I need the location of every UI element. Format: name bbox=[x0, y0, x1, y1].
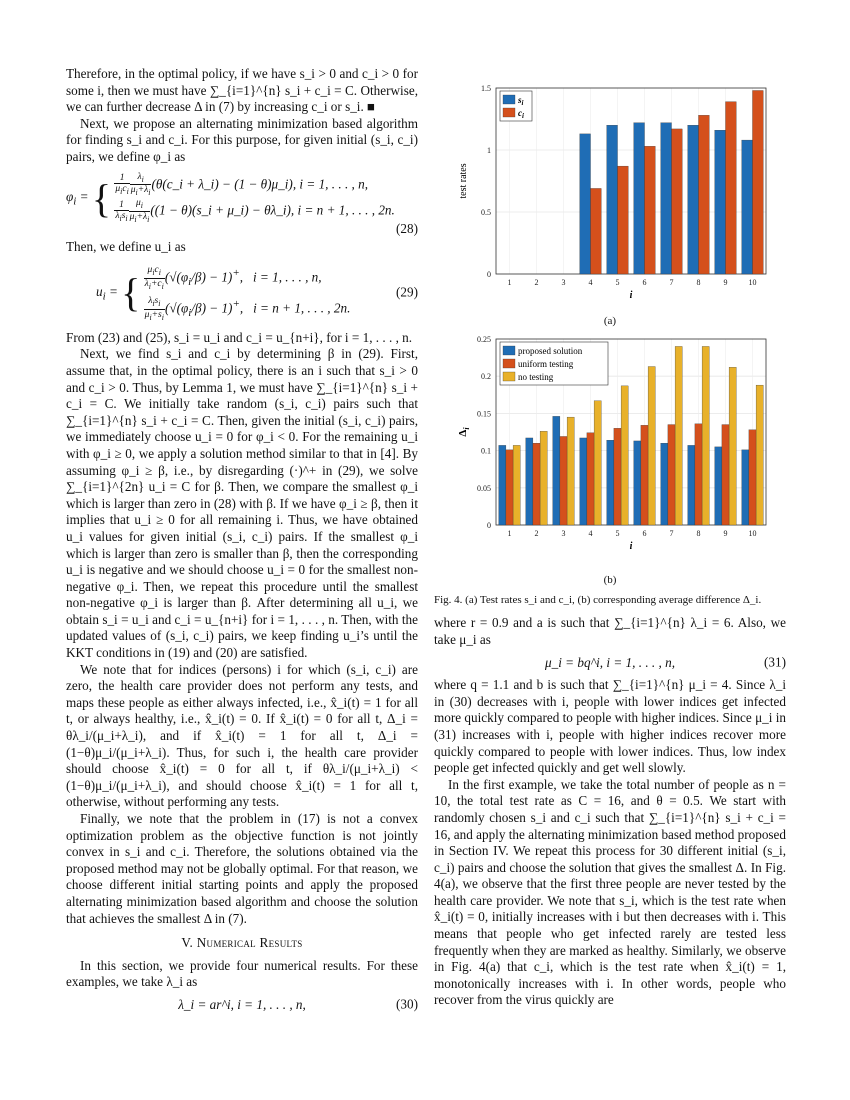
x-tick-label: 5 bbox=[615, 529, 620, 539]
bar bbox=[607, 440, 614, 525]
bar bbox=[533, 443, 540, 525]
bar bbox=[618, 166, 629, 274]
x-tick-label: 1 bbox=[507, 529, 512, 539]
paragraph: In the first example, we take the total number of people as n = 10, the total test rate as C = 16, and θ = 0.5. We start with randomly chosen s_i and c_i such that ∑_{i=1}^{n} s_i + c_i = 16, and apply the alternating minimization based method proposed in Section IV. We repeat this process for 30 different initial (s_i, c_i) pairs and choose the solution that gives the smallest Δ. In Fig. 4(a), we observe that the first three people are never tested by the health care provider. We note that s_i, which is the test rate when x̂_i(t) = 0, initially increases with i but then decreases with i. This means that people who get infected rarely are tested less frequently when they are marked as healthy. Similarly, we observe in Fig. 4(a) that c_i, which is the test rate when x̂_i(t) = 1, monotonically increases with i. In other words, people who recover from the virus quickly are bbox=[434, 776, 786, 1008]
eq29-case2: i = n + 1, . . . , 2n. bbox=[253, 300, 351, 316]
bar bbox=[702, 347, 709, 526]
paragraph: Next, we propose an alternating minimization based algorithm for finding s_i and c_i. For this purpose, for given initial (s_i, c_i) pairs, we define φ_i as bbox=[66, 115, 418, 164]
bar bbox=[699, 115, 710, 274]
y-tick-label: 1 bbox=[487, 146, 491, 155]
y-tick-label: 0.1 bbox=[481, 446, 491, 456]
eq30-body: λ_i = ar^i, i = 1, . . . , n, bbox=[178, 996, 306, 1012]
y-axis-label: $\Delta_i$ bbox=[457, 427, 471, 437]
eq28-case2: ((1 − θ)(s_i + μ_i) − θλ_i), i = n + 1, . . . , 2n. bbox=[150, 202, 395, 218]
bar bbox=[749, 430, 756, 525]
equation-31 bbox=[434, 655, 786, 672]
legend-label: $s_i$ bbox=[518, 95, 524, 107]
x-tick-label: 8 bbox=[696, 529, 701, 539]
bar bbox=[513, 446, 520, 526]
x-tick-label: 1 bbox=[507, 278, 512, 287]
y-tick-label: 0 bbox=[487, 521, 491, 531]
legend-label: uniform testing bbox=[518, 359, 574, 370]
equation-29: $u_i$ = { $\frac{\mu_ic_i}{\lambda_i+c_i}$ $(√(\varphi_i/\beta) - 1)^+$, i = 1, . . . , n, $\frac{\lambda_is_i}{\mu_i+s_i}$ $(√(\varphi_i/\beta) - 1)^+$, i = n + 1, . . . , 2n. (29) bbox=[96, 264, 418, 322]
y-tick-label: 0.15 bbox=[477, 409, 491, 419]
bar bbox=[499, 446, 506, 526]
eq29-case1: i = 1, . . . , n, bbox=[252, 269, 322, 285]
right-column bbox=[434, 66, 786, 1009]
legend-label: $c_i$ bbox=[518, 108, 524, 120]
paragraph: where q = 1.1 and b is such that ∑_{i=1}^{n} μ_i = 4. Since λ_i in (30) decreases with i, people with lower indices get infected more quickly compared to people with higher indices. Since μ_i in (31) increases with i, people with higher indices recover more quickly compared to people with lower indices. Thus, low index people get infected quickly and get well slowly. bbox=[434, 677, 786, 776]
y-tick-label: 1.5 bbox=[481, 84, 491, 93]
bar bbox=[607, 125, 618, 274]
equation-number: (29) bbox=[396, 284, 418, 300]
bar bbox=[594, 401, 601, 525]
legend-swatch bbox=[503, 346, 515, 355]
equation-number: (31) bbox=[764, 654, 786, 670]
equation-28: $\varphi_i$ = { $\frac{1}{\mu_ic_i}$ $\frac{\lambda_i}{\mu_i+\lambda_i}$ (θ(c_i + λ_i) − (1 − θ)μ_i), i = 1, . . . , n, $\frac{1}{\lambda_is_i}$ $\frac{\mu_i}{\mu_i+\lambda_i}$ ((1 − θ)(s_i + μ_i) − θλ_i), i = n + 1, . . . , 2n. (28) bbox=[66, 171, 418, 236]
figure-caption: Fig. 4. (a) Test rates s_i and c_i, (b) corresponding average difference Δ_i. bbox=[434, 594, 762, 607]
bar bbox=[526, 438, 533, 525]
bar bbox=[688, 446, 695, 526]
x-tick-label: 9 bbox=[723, 278, 728, 287]
paragraph: where r = 0.9 and a is such that ∑_{i=1}^{n} λ_i = 6. Also, we take μ_i as bbox=[434, 615, 786, 647]
paragraph: Next, we find s_i and c_i by determining β in (29). First, assume that, in the optimal policy, there is an i such that s_i > 0 and c_i > 0. Thus, by Lemma 1, we must have ∑_{i=1}^{n} s_i + c_i = C. We initially take random (s_i, c_i) pairs such that ∑_{i=1}^{n} s_i + c_i = C. Then, given the initial (s_i, c_i) pairs, we immediately choose u_i = 0 for φ_i < 0. For the remaining u_i with φ_i ≥ 0, we apply a solution method similar to that in [4]. By assuming φ_i ≥ β, i.e., by disregarding (·)^+ in (29), we solve ∑_{i=1}^{2n} u_i = C for β. Then, we compare the smallest φ_i which is larger than zero in (28) with β. If we have φ_i ≥ β, then it implies that u_i ≥ 0 for all remaining i. Thus, we have obtained u_i values for given initial (s_i, c_i) pairs. If the smallest φ_i which is larger than zero is smaller than β, then the corresponding u_i is negative and we should choose u_i = 0 for the smallest non-negative φ_i. Then, we repeat this procedure until the smallest non-negative φ_i is larger than β. After determining all u_i, we obtain s_i = u_i and c_i = u_{n+i} for i = 1, . . . , n. Then, with the updated values of (s_i, c_i) pairs, we keep finding u_i’s until the KKT conditions in (19) and (20) are satisfied. bbox=[66, 346, 418, 661]
bar bbox=[560, 437, 567, 526]
x-tick-label: 4 bbox=[588, 278, 593, 287]
x-tick-label: 3 bbox=[561, 529, 566, 539]
x-tick-label: 4 bbox=[588, 529, 593, 539]
bar bbox=[648, 367, 655, 525]
subcaption-b: (b) bbox=[603, 573, 617, 586]
y-tick-label: 0.05 bbox=[477, 483, 491, 493]
x-tick-label: 2 bbox=[534, 529, 539, 539]
paragraph: Finally, we note that the problem in (17) is not a convex optimization problem as the objective function is not jointly convex in s_i and c_i. Therefore, the solutions obtained via the proposed method may not be globally optimal. For that reason, we choose different initial starting points and apply the proposed alternating minimization based algorithm and choose the solution that achieves the smallest Δ in (7). bbox=[66, 811, 418, 926]
y-axis-label: test rates bbox=[458, 163, 469, 199]
bar bbox=[540, 431, 547, 525]
legend-label: proposed solution bbox=[518, 346, 583, 357]
bar bbox=[567, 417, 574, 525]
x-axis-label: i bbox=[629, 290, 633, 301]
bar bbox=[726, 102, 737, 274]
bar bbox=[742, 140, 753, 274]
bar bbox=[580, 438, 587, 525]
left-column bbox=[66, 66, 418, 1020]
x-tick-label: 7 bbox=[669, 278, 674, 287]
paragraph: Therefore, in the optimal policy, if we have s_i > 0 and c_i > 0 for some i, then we must have ∑_{i=1}^{n} s_i + c_i = C. Otherwise, we can further decrease Δ in (7) by increasing c_i or s_i. ■ bbox=[66, 66, 418, 115]
bar bbox=[688, 125, 699, 274]
subcaption-a: (a) bbox=[603, 314, 617, 327]
bar bbox=[672, 129, 683, 274]
paragraph: In this section, we provide four numerical results. For these examples, we take λ_i as bbox=[66, 957, 418, 990]
legend-label: no testing bbox=[518, 372, 554, 383]
bar bbox=[715, 447, 722, 525]
equation-30 bbox=[66, 997, 418, 1014]
y-tick-label: 0.2 bbox=[481, 372, 491, 382]
legend-swatch bbox=[503, 95, 515, 104]
bar bbox=[756, 385, 763, 525]
chart-average-difference bbox=[434, 335, 786, 565]
y-tick-label: 0.5 bbox=[481, 208, 491, 217]
x-tick-label: 8 bbox=[696, 278, 701, 287]
bar bbox=[675, 347, 682, 526]
bar bbox=[591, 188, 602, 274]
bar bbox=[729, 367, 736, 525]
x-axis-label: i bbox=[629, 541, 633, 553]
bar bbox=[553, 417, 560, 526]
bar bbox=[753, 90, 764, 274]
x-tick-label: 6 bbox=[642, 529, 647, 539]
bar bbox=[661, 123, 672, 274]
bar bbox=[668, 425, 675, 525]
bar bbox=[715, 130, 726, 274]
bar bbox=[742, 450, 749, 525]
x-tick-label: 9 bbox=[723, 529, 728, 539]
bar bbox=[634, 123, 645, 274]
x-tick-label: 7 bbox=[669, 529, 674, 539]
x-tick-label: 3 bbox=[561, 278, 566, 287]
eq31-body: μ_i = bq^i, i = 1, . . . , n, bbox=[545, 654, 675, 670]
legend-swatch bbox=[503, 372, 515, 381]
y-tick-label: 0.25 bbox=[477, 335, 491, 345]
bar bbox=[634, 441, 641, 525]
chart-test-rates bbox=[434, 66, 786, 306]
paragraph: Then, we define u_i as bbox=[66, 239, 186, 255]
x-tick-label: 2 bbox=[534, 278, 539, 287]
bar bbox=[580, 134, 591, 274]
equation-number: (28) bbox=[396, 220, 418, 236]
figure-4 bbox=[434, 66, 786, 607]
bar bbox=[621, 386, 628, 525]
section-heading: V. Numerical Results bbox=[181, 935, 303, 951]
x-tick-label: 10 bbox=[748, 529, 757, 539]
x-tick-label: 5 bbox=[615, 278, 620, 287]
eq28-case1: (θ(c_i + λ_i) − (1 − θ)μ_i), i = 1, . . . , n, bbox=[151, 175, 369, 191]
legend-swatch bbox=[503, 359, 515, 368]
bar bbox=[587, 433, 594, 525]
bar bbox=[614, 428, 621, 525]
equation-number: (30) bbox=[396, 996, 418, 1012]
y-tick-label: 0 bbox=[487, 270, 491, 279]
bar bbox=[645, 146, 656, 274]
x-tick-label: 6 bbox=[642, 278, 647, 287]
bar bbox=[722, 425, 729, 525]
paragraph: From (23) and (25), s_i = u_i and c_i = u_{n+i}, for i = 1, . . . , n. bbox=[66, 329, 413, 345]
x-tick-label: 10 bbox=[748, 278, 757, 287]
paragraph: We note that for indices (persons) i for which (s_i, c_i) are zero, the health care provider does not perform any tests, and maps these people as either always infected, i.e., x̂_i(t) = 1 for all t, or always healthy, i.e., x̂_i(t) = 0. If x̂_i(t) = 0 for all t, Δ_i = θλ_i/(μ_i+λ_i), and if x̂_i(t) = 1 for all t, Δ_i = (1−θ)μ_i/(μ_i+λ_i). Thus, for such i, the health care provider should choose x̂_i(t) = 0 for all t, if θλ_i/(μ_i+λ_i) < (1−θ)μ_i/(μ_i+λ_i), and should choose x̂_i(t) = 1 for all t, otherwise, without performing any tests. bbox=[66, 661, 418, 810]
legend-swatch bbox=[503, 108, 515, 117]
bar bbox=[506, 450, 513, 525]
bar bbox=[641, 425, 648, 525]
bar bbox=[695, 424, 702, 525]
bar bbox=[661, 443, 668, 525]
